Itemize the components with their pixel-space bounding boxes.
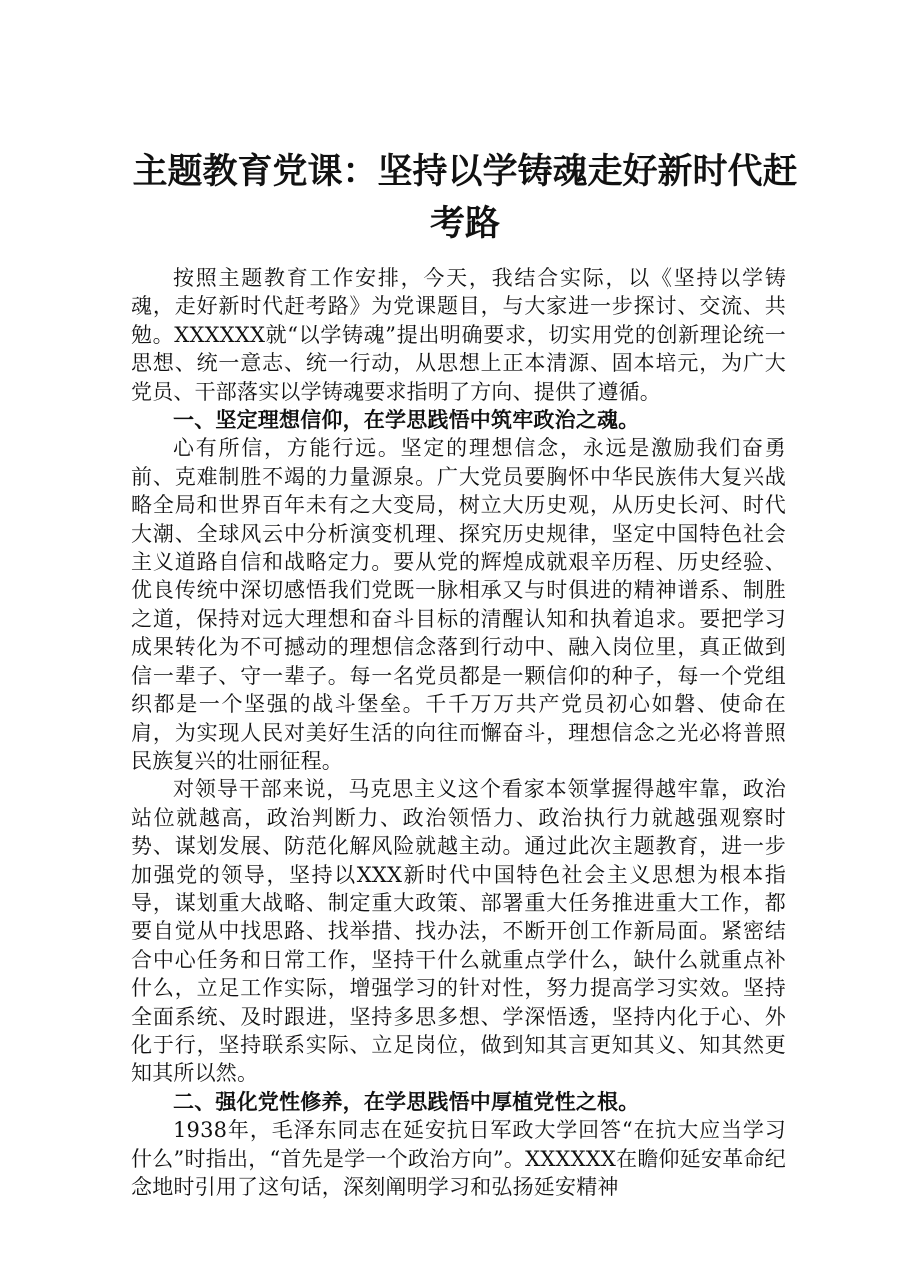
- section-heading-1: 一、坚定理想信仰，在学思践悟中筑牢政治之魂。: [173, 407, 640, 433]
- document-body: [131, 264, 786, 1201]
- section-heading-2: 二、强化党性修养，在学思践悟中厚植党性之根。: [173, 1088, 640, 1114]
- paragraph-section2-a: 1938年，毛泽东同志在延安抗日军政大学回答“在抗大应当学习什么”时指出，“首先是学一个政治方向”。XXXXXX在瞻仰延安革命纪念地时引用了这句话，深刻阐明学习和弘扬延安精神: [131, 1118, 786, 1199]
- document-title: 主题教育党课：坚持以学铸魂走好新时代赶考路: [132, 151, 798, 244]
- paragraph-section1-a: 心有所信，方能行远。坚定的理想信念，永远是激励我们奋勇前、克难制胜不竭的力量源泉。广大党员要胸怀中华民族伟大复兴战略全局和世界百年未有之大变局，树立大历史观，从历史长河、时代大潮、全球风云中分析演变机理、探究历史规律，坚定中国特色社会主义道路自信和战略定力。要从党的辉煌成就艰辛历程、历史经验、优良传统中深切感悟我们党既一脉相承又与时俱进的精神谱系、制胜之道，保持对远大理想和奋斗目标的清醒认知和执着追求。要把学习成果转化为不可撼动的理想信念落到行动中、融入岗位里，真正做到信一辈子、守一辈子。每一名党员都是一颗信仰的种子，每一个党组织都是一个坚强的战斗堡垒。千千万万共产党员初心如磐、使命在肩，为实现人民对美好生活的向往而懈奋斗，理想信念之光必将普照民族复兴的壮丽征程。: [131, 436, 786, 773]
- paragraph-section1-b: 对领导干部来说，马克思主义这个看家本领掌握得越牢靠，政治站位就越高，政治判断力、政治领悟力、政治执行力就越强观察时势、谋划发展、防范化解风险就越主动。通过此次主题教育，进一步加强党的领导，坚持以XXX新时代中国特色社会主义思想为根本指导，谋划重大战略、制定重大政策、部署重大任务推进重大工作，都要自觉从中找思路、找举措、找办法，不断开创工作新局面。紧密结合中心任务和日常工作，坚持干什么就重点学什么，缺什么就重点补什么，立足工作实际，增强学习的针对性，努力提高学习实效。坚持全面系统、及时跟进，坚持多思多想、学深悟透，坚持内化于心、外化于行，坚持联系实际、立足岗位，做到知其言更知其义、知其然更知其所以然。: [131, 777, 786, 1086]
- paragraph-intro: 按照主题教育工作安排，今天，我结合实际，以《坚持以学铸魂，走好新时代赶考路》为党课题目，与大家进一步探讨、交流、共勉。XXXXXX就“以学铸魂”提出明确要求，切实用党的创新理论统一思想、统一意志、统一行动，从思想上正本清源、固本培元，为广大党员、干部落实以学铸魂要求指明了方向、提供了遵循。: [131, 266, 786, 404]
